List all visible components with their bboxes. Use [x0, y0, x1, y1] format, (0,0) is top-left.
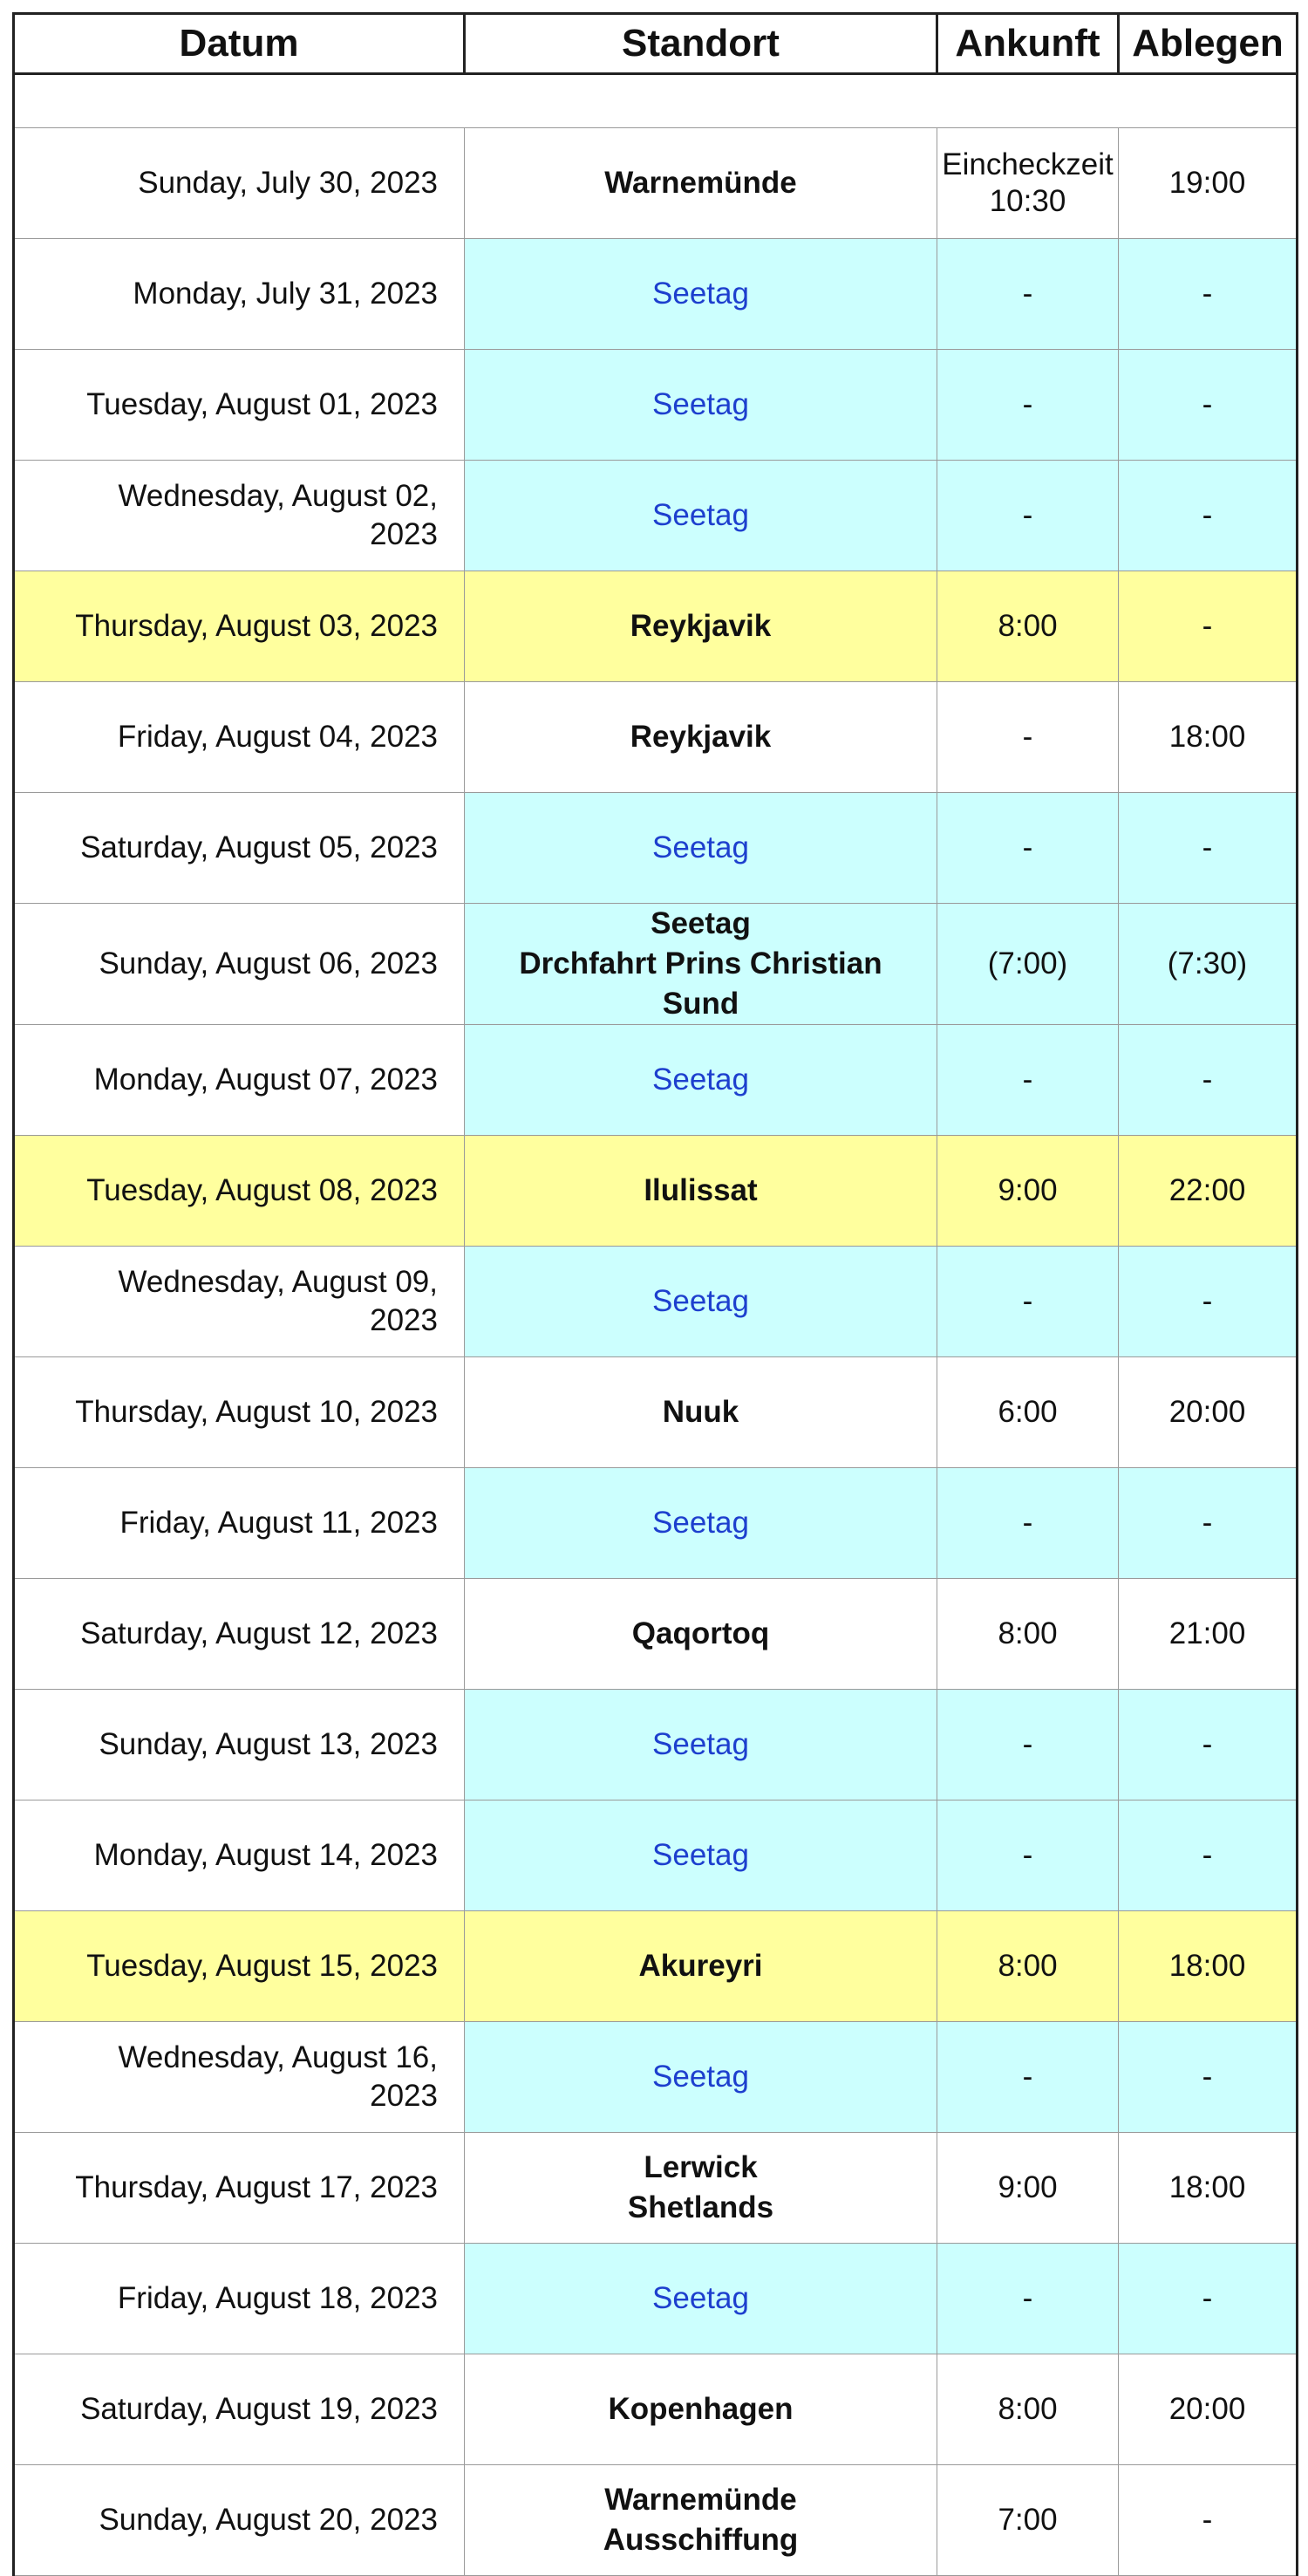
itinerary-row — [14, 1025, 1298, 1136]
cell-line: Wednesday, August 16, — [118, 2040, 438, 2074]
itinerary-row — [14, 682, 1298, 793]
date-cell — [14, 2022, 465, 2133]
departure-cell: 21:00 — [1119, 1579, 1298, 1690]
date-cell: Sunday, August 13, 2023 — [14, 1690, 465, 1800]
cell-line: Seetag — [652, 498, 749, 532]
header-row — [14, 14, 1298, 74]
itinerary-row — [14, 2133, 1298, 2244]
location-cell — [465, 2022, 937, 2133]
cell-line: 6:00 — [998, 1395, 1058, 1429]
date-cell — [14, 1247, 465, 1357]
arrival-cell — [937, 2244, 1119, 2354]
itinerary-row — [14, 1468, 1298, 1579]
date-cell: Sunday, August 06, 2023 — [14, 904, 465, 1025]
departure-cell: - — [1119, 1025, 1298, 1136]
location-cell — [465, 571, 937, 682]
cell-line: Seetag — [652, 1506, 749, 1540]
cell-line: Reykjavik — [630, 609, 772, 643]
itinerary-sheet — [12, 12, 1296, 2576]
date-cell: Friday, August 18, 2023 — [14, 2244, 465, 2354]
itinerary-row — [14, 1800, 1298, 1911]
itinerary-row — [14, 793, 1298, 904]
departure-cell: 18:00 — [1119, 1911, 1298, 2022]
cell-line: Seetag — [652, 387, 749, 421]
itinerary-row — [14, 1579, 1298, 1690]
cell-line: Shetlands — [627, 2190, 774, 2224]
arrival-cell — [937, 793, 1119, 904]
cell-line: Seetag — [652, 277, 749, 311]
location-cell — [465, 1690, 937, 1800]
arrival-cell — [937, 1357, 1119, 1468]
cell-line: - — [1022, 498, 1033, 532]
location-cell — [465, 2244, 937, 2354]
location-cell — [465, 1800, 937, 1911]
date-cell — [14, 461, 465, 571]
cell-line: Drchfahrt Prins Christian — [519, 946, 882, 981]
departure-cell: - — [1119, 1800, 1298, 1911]
itinerary-row — [14, 2354, 1298, 2465]
cell-line: Seetag — [652, 1838, 749, 1872]
location-cell — [465, 128, 937, 239]
cell-line: Ilulissat — [644, 1173, 758, 1207]
location-cell — [465, 682, 937, 793]
cell-line: 7:00 — [998, 2503, 1058, 2537]
header-location: Standort — [465, 14, 937, 74]
date-cell: Friday, August 04, 2023 — [14, 682, 465, 793]
cell-line: 10:30 — [989, 184, 1066, 218]
itinerary-row — [14, 350, 1298, 461]
date-cell: Sunday, August 20, 2023 — [14, 2465, 465, 2576]
location-cell — [465, 1468, 937, 1579]
arrival-cell — [937, 128, 1119, 239]
cell-line: Reykjavik — [630, 720, 772, 754]
cell-line: Seetag — [652, 1063, 749, 1097]
date-cell: Saturday, August 05, 2023 — [14, 793, 465, 904]
departure-cell: - — [1119, 571, 1298, 682]
spacer-cell — [1119, 74, 1298, 128]
date-cell: Friday, August 11, 2023 — [14, 1468, 465, 1579]
date-cell: Thursday, August 17, 2023 — [14, 2133, 465, 2244]
cell-line: Seetag — [652, 1727, 749, 1761]
departure-cell: - — [1119, 1247, 1298, 1357]
departure-cell: 18:00 — [1119, 682, 1298, 793]
departure-cell: - — [1119, 1468, 1298, 1579]
location-cell — [465, 2465, 937, 2576]
cell-line: Nuuk — [662, 1395, 739, 1429]
header-departure: Ablegen — [1119, 14, 1298, 74]
cell-line: Seetag — [651, 906, 751, 940]
departure-cell: - — [1119, 1690, 1298, 1800]
departure-cell: 18:00 — [1119, 2133, 1298, 2244]
departure-cell: - — [1119, 461, 1298, 571]
cell-line: - — [1022, 2281, 1033, 2315]
location-cell — [465, 350, 937, 461]
arrival-cell — [937, 1690, 1119, 1800]
date-cell: Saturday, August 19, 2023 — [14, 2354, 465, 2465]
arrival-cell — [937, 904, 1119, 1025]
header-date: Datum — [14, 14, 465, 74]
cell-line: 8:00 — [998, 2392, 1058, 2426]
date-cell: Sunday, July 30, 2023 — [14, 128, 465, 239]
cell-line: 8:00 — [998, 609, 1058, 643]
arrival-cell — [937, 2354, 1119, 2465]
spacer-cell — [465, 74, 937, 128]
arrival-cell — [937, 1136, 1119, 1247]
itinerary-table — [12, 12, 1298, 2576]
cell-line: 8:00 — [998, 1949, 1058, 1983]
cell-line: (7:00) — [987, 946, 1068, 981]
location-cell — [465, 2133, 937, 2244]
itinerary-row — [14, 1136, 1298, 1247]
cell-line: - — [1022, 720, 1033, 754]
arrival-cell — [937, 2022, 1119, 2133]
location-cell — [465, 1911, 937, 2022]
cell-line: 9:00 — [998, 1173, 1058, 1207]
cell-line: Warnemünde — [604, 2483, 797, 2517]
location-cell — [465, 461, 937, 571]
location-cell — [465, 1579, 937, 1690]
itinerary-row — [14, 2244, 1298, 2354]
date-cell: Monday, August 07, 2023 — [14, 1025, 465, 1136]
cell-line: Seetag — [652, 2281, 749, 2315]
location-cell — [465, 793, 937, 904]
departure-cell: 19:00 — [1119, 128, 1298, 239]
date-cell: Thursday, August 10, 2023 — [14, 1357, 465, 1468]
itinerary-row — [14, 2465, 1298, 2576]
date-cell: Tuesday, August 01, 2023 — [14, 350, 465, 461]
departure-cell: - — [1119, 2465, 1298, 2576]
departure-cell: - — [1119, 350, 1298, 461]
arrival-cell — [937, 1468, 1119, 1579]
arrival-cell — [937, 571, 1119, 682]
cell-line: Lerwick — [644, 2150, 758, 2184]
arrival-cell — [937, 239, 1119, 350]
arrival-cell — [937, 682, 1119, 793]
date-cell: Tuesday, August 15, 2023 — [14, 1911, 465, 2022]
departure-cell: 20:00 — [1119, 1357, 1298, 1468]
cell-line: - — [1022, 1284, 1033, 1318]
itinerary-row — [14, 461, 1298, 571]
location-cell — [465, 2354, 937, 2465]
cell-line: Wednesday, August 02, — [118, 479, 438, 513]
cell-line: Qaqortoq — [631, 1616, 770, 1650]
itinerary-row — [14, 1357, 1298, 1468]
itinerary-row — [14, 239, 1298, 350]
cell-line: - — [1022, 1838, 1033, 1872]
location-cell — [465, 1357, 937, 1468]
departure-cell: - — [1119, 793, 1298, 904]
cell-line: Seetag — [652, 830, 749, 864]
cell-line: - — [1022, 830, 1033, 864]
itinerary-body — [14, 74, 1298, 2576]
cell-line: Seetag — [652, 1284, 749, 1318]
cell-line: Sund — [662, 987, 739, 1021]
cell-line: Kopenhagen — [608, 2392, 794, 2426]
arrival-cell — [937, 1911, 1119, 2022]
itinerary-row — [14, 1690, 1298, 1800]
cell-line: 8:00 — [998, 1616, 1058, 1650]
itinerary-row — [14, 1247, 1298, 1357]
location-cell — [465, 1247, 937, 1357]
date-cell: Tuesday, August 08, 2023 — [14, 1136, 465, 1247]
arrival-cell — [937, 2133, 1119, 2244]
cell-line: - — [1022, 1727, 1033, 1761]
arrival-cell — [937, 1800, 1119, 1911]
location-cell — [465, 1025, 937, 1136]
arrival-cell — [937, 2465, 1119, 2576]
cell-line: - — [1022, 277, 1033, 311]
departure-cell: - — [1119, 2244, 1298, 2354]
itinerary-row — [14, 128, 1298, 239]
arrival-cell — [937, 1579, 1119, 1690]
arrival-cell — [937, 1025, 1119, 1136]
cell-line: Wednesday, August 09, — [118, 1265, 438, 1299]
location-cell — [465, 239, 937, 350]
arrival-cell — [937, 1247, 1119, 1357]
date-cell: Monday, August 14, 2023 — [14, 1800, 465, 1911]
cell-line: - — [1022, 1506, 1033, 1540]
cell-line: 2023 — [370, 1303, 438, 1337]
arrival-cell — [937, 461, 1119, 571]
cell-line: 9:00 — [998, 2170, 1058, 2204]
itinerary-row — [14, 1911, 1298, 2022]
arrival-cell — [937, 350, 1119, 461]
departure-cell: 20:00 — [1119, 2354, 1298, 2465]
departure-cell: - — [1119, 2022, 1298, 2133]
spacer-row — [14, 74, 1298, 128]
date-cell: Monday, July 31, 2023 — [14, 239, 465, 350]
cell-line: Akureyri — [638, 1949, 763, 1983]
date-cell: Thursday, August 03, 2023 — [14, 571, 465, 682]
header-arrival: Ankunft — [937, 14, 1119, 74]
cell-line: 2023 — [370, 2079, 438, 2113]
cell-line: 2023 — [370, 517, 438, 551]
cell-line: Warnemünde — [604, 166, 797, 200]
date-cell: Saturday, August 12, 2023 — [14, 1579, 465, 1690]
cell-line: Ausschiffung — [603, 2523, 799, 2557]
departure-cell: (7:30) — [1119, 904, 1298, 1025]
location-cell — [465, 1136, 937, 1247]
itinerary-row — [14, 571, 1298, 682]
cell-line: - — [1022, 1063, 1033, 1097]
departure-cell: 22:00 — [1119, 1136, 1298, 1247]
cell-line: Seetag — [652, 2060, 749, 2094]
cell-line: - — [1022, 2060, 1033, 2094]
cell-line: - — [1022, 387, 1033, 421]
spacer-cell — [937, 74, 1119, 128]
location-cell — [465, 904, 937, 1025]
departure-cell: - — [1119, 239, 1298, 350]
spacer-cell — [14, 74, 465, 128]
itinerary-row — [14, 2022, 1298, 2133]
cell-line: Eincheckzeit — [942, 147, 1114, 181]
itinerary-row — [14, 904, 1298, 1025]
